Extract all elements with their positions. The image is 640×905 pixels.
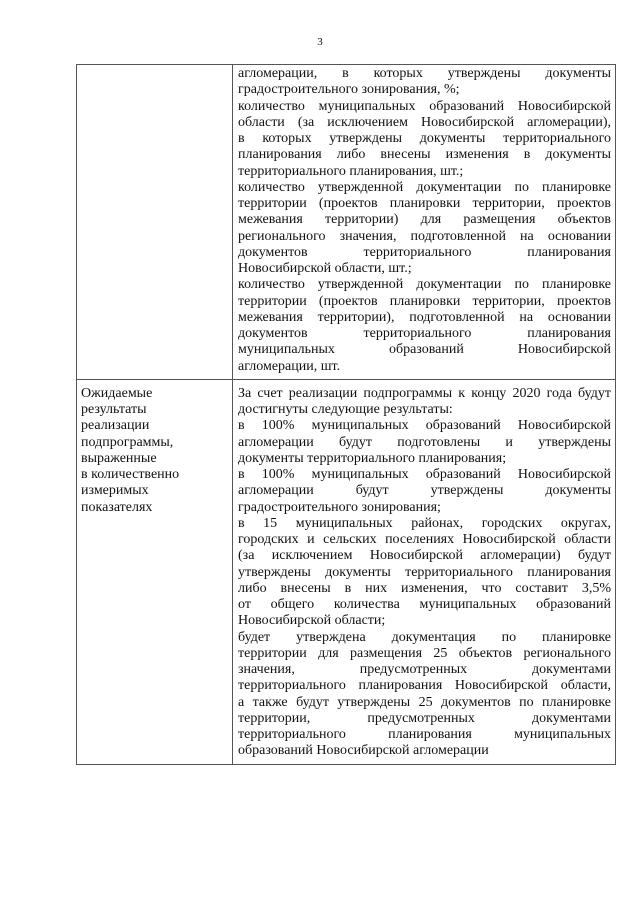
text-line: территориального планирования Новосибирской области, (238, 678, 611, 694)
table-cell-expected-results-label (77, 379, 233, 764)
text-line: территории (проектов планировки территории, проектов (238, 293, 611, 309)
text-line: территориального планирования, шт.; (238, 163, 464, 179)
text-line: в количественно (81, 467, 180, 482)
text-line: а также будут утверждены 25 документов по планировке (238, 694, 611, 710)
text-line: муниципальных образований Новосибирской (238, 342, 611, 358)
text-line: градостроительного зонирования, %; (238, 82, 460, 98)
text-line: городских и сельских поселениях Новосибирской области (238, 532, 611, 547)
table-cell-expected-results-text (233, 379, 616, 764)
text-line: (за исключением Новосибирской агломерации) будут (238, 548, 611, 564)
expected-results-label (81, 386, 228, 516)
text-line: утверждены документы территориального планирования (238, 564, 611, 580)
text-line: в 100% муниципальных образований Новосибирской (238, 467, 611, 482)
text-line: Ожидаемые (81, 385, 153, 401)
text-line: в 15 муниципальных районах, городских округах, (238, 515, 611, 531)
text-line: в которых утверждены документы территориального (238, 131, 611, 146)
expected-results-paragraphs (238, 386, 611, 760)
text-line: территориального планирования муниципальных (238, 727, 611, 742)
text-line: агломерации, в которых утверждены документы (238, 66, 611, 81)
text-line: межевания территории), подготовленной на основании (238, 309, 611, 325)
indicators-paragraphs (238, 66, 611, 375)
text-line: документов территориального планирования (238, 326, 611, 341)
text-line: показателях (81, 499, 153, 515)
program-table (76, 64, 616, 765)
text-line: реализации (81, 418, 150, 434)
text-line: в 100% муниципальных образований Новосибирской (238, 418, 611, 434)
text-line: агломерации, шт. (238, 358, 341, 374)
text-line: документов территориального планирования (238, 244, 611, 260)
text-line: За счет реализации подпрограммы к концу 2020 года будут (238, 385, 611, 401)
table-row-expected-results (77, 379, 616, 764)
page-number: 3 (317, 36, 323, 48)
text-line: территории (проектов планировки территории, проектов (238, 196, 611, 211)
text-line: межевания территории) для размещения объектов (238, 212, 611, 228)
table-cell-indicators-text (233, 65, 616, 380)
text-line: измеримых (81, 483, 149, 499)
text-line: градостроительного зонирования; (238, 499, 441, 515)
text-line: документы территориального планирования; (238, 450, 507, 466)
text-line: территории, предусмотренных документами (238, 710, 611, 726)
text-line: агломерации будут утверждены документы (238, 483, 611, 499)
table-row-indicators (77, 65, 616, 380)
text-line: Новосибирской области, шт.; (238, 261, 412, 276)
table-cell-label-empty (77, 65, 233, 380)
text-line: значения, предусмотренных документами (238, 662, 611, 677)
text-line: агломерации будут подготовлены и утверждены (238, 434, 611, 450)
text-line: области (за исключением Новосибирской агломерации), (238, 114, 611, 130)
text-line: достигнуты следующие результаты: (238, 402, 453, 417)
text-line: подпрограммы, (81, 434, 174, 450)
text-line: территории для размещения 25 объектов регионального (238, 645, 611, 661)
text-line: результаты (81, 402, 147, 417)
text-line: выраженные (81, 450, 157, 466)
text-line: либо внесены в них изменения, что составит 3,5% (238, 580, 611, 596)
text-line: регионального значения, подготовленной на основании (238, 228, 611, 244)
text-line: количество утвержденной документации по планировке (238, 179, 611, 195)
text-line: от общего количества муниципальных образований (238, 597, 611, 612)
text-line: образований Новосибирской агломерации (238, 743, 489, 759)
text-line: количество утвержденной документации по планировке (238, 277, 611, 293)
text-line: Новосибирской области; (238, 613, 386, 629)
text-line: планирования либо внесены изменения в документы (238, 147, 611, 163)
text-line: количество муниципальных образований Новосибирской (238, 98, 611, 114)
text-line: будет утверждена документация по планировке (238, 629, 611, 645)
